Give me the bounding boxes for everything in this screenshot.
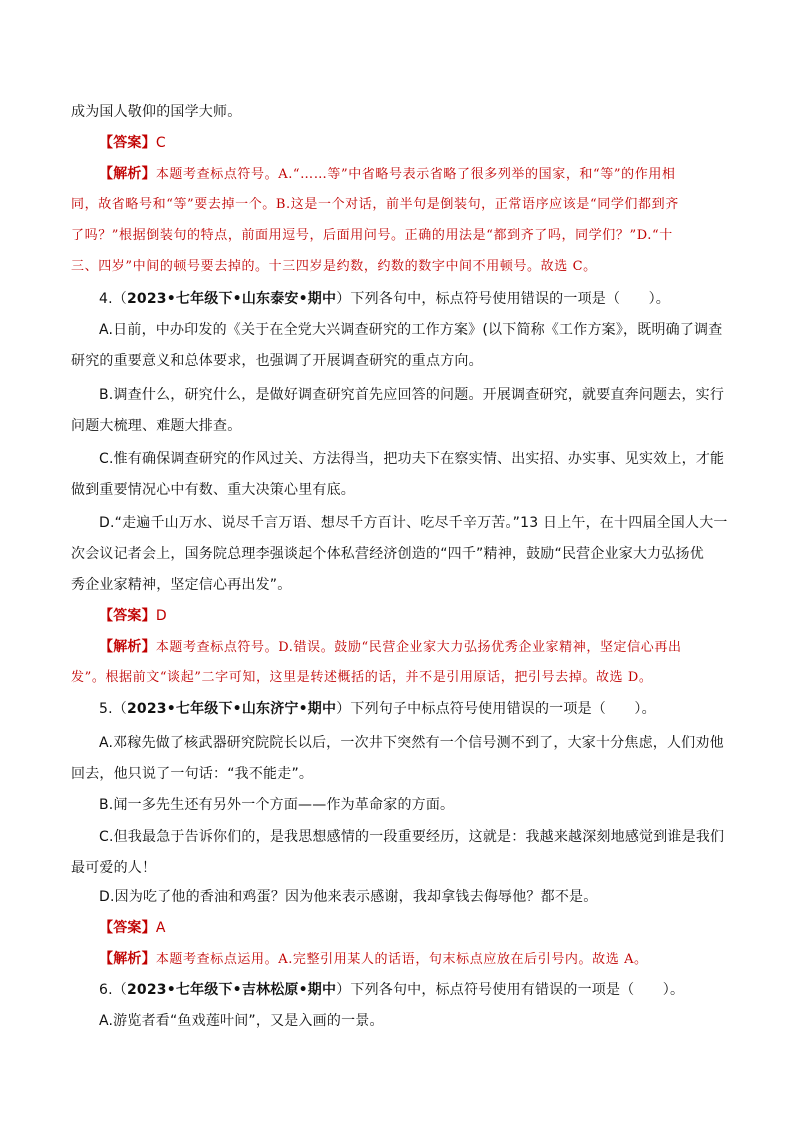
question-source: 2023•七年级下•山东济宁•期中 [126,701,337,717]
analysis-text: 本题考查标点符号。A.“……等”中省略号表示省略了很多列举的国家，和“等”的作用相 [155,167,676,182]
option-c-cont: 最可爱的人！ [71,860,157,876]
answer-label: 【答案】 [99,608,156,624]
answer-line [99,918,166,938]
answer-label: 【答案】 [99,135,156,151]
option-d-cont: 秀企业家精神，坚定信心再出发”。 [71,577,292,593]
option-d: D.“走遍千山万水、说尽千言万语、想尽千方百计、吃尽千辛万苦。”13 日上午，在十四届全国人大一 [99,515,728,531]
option-c-cont: 做到重要情况心中有数、重大决策心里有底。 [71,482,355,498]
option-b: B.闻一多先生还有另外一个方面——作为革命家的方面。 [99,797,455,813]
question-5-stem [99,699,656,719]
question-number: 5.（ [99,701,127,717]
analysis-line: 发”。根据前文“谈起”二字可知，这里是转述概括的话，并不是引用原话，把引号去掉。故选 D。 [71,670,653,685]
analysis-line [99,637,682,658]
answer-value: C [155,135,166,151]
answer-label: 【答案】 [99,920,156,936]
analysis-label: 【解析】 [99,951,156,967]
analysis-label: 【解析】 [99,166,156,182]
option-a: A.邓稼先做了核武器研究院院长以后，一次井下突然有一个信号测不到了，大家十分焦虑，人们劝他 [99,735,724,751]
answer-value: D [155,608,167,624]
question-text: ）下列句子中标点符号使用错误的一项是（ ）。 [336,701,656,717]
analysis-text: 本题考查标点符号。D.错误。鼓励“民营企业家大力弘扬优秀企业家精神，坚定信心再出 [155,640,682,655]
option-b: B.调查什么，研究什么，是做好调查研究首先应回答的问题。开展调查研究，就要直奔问题去，实行 [99,387,725,403]
option-b-cont: 问题大梳理、难题大排查。 [71,418,242,434]
option-a-cont: 研究的重要意义和总体要求，也强调了开展调查研究的重点方向。 [71,353,483,369]
analysis-line [99,949,648,970]
answer-line [99,133,166,153]
answer-value: A [155,920,166,936]
question-number: 6.（ [99,982,127,998]
analysis-label: 【解析】 [99,639,156,655]
analysis-line: 三、四岁”中间的顿号要去掉的。十三四岁是约数，约数的数字中间不用顿号。故选 C。 [71,259,597,274]
analysis-line: 了吗？”根据倒装句的特点，前面用逗号，后面用问号。正确的用法是“都到齐了吗，同学们？”D.“十 [71,228,673,243]
option-c: C.但我最急于告诉你们的，是我思想感情的一段重要经历，这就是：我越来越深刻地感觉到谁是我们 [99,829,725,845]
answer-line [99,606,167,626]
question-number: 4.（ [99,291,127,307]
question-6-stem [99,980,684,1000]
option-c: C.惟有确保调查研究的作风过关、方法得当，把功夫下在察实情、出实招、办实事、见实效上，才能 [99,451,725,467]
option-d-cont: 次会议记者会上，国务院总理李强谈起个体私营经济创造的“四千”精神，鼓励“民营企业家大力弘扬优 [71,546,704,562]
text-line: 成为国人敬仰的国学大师。 [71,104,242,120]
question-source: 2023•七年级下•山东泰安•期中 [126,291,337,307]
analysis-text: 本题考查标点运用。A.完整引用某人的话语，句末标点应放在后引号内。故选 A。 [155,952,648,967]
option-a-cont: 回去，他只说了一句话：“我不能走”。 [71,766,314,782]
question-4-stem [99,289,670,309]
question-text: ）下列各句中，标点符号使用有错误的一项是（ ）。 [336,982,685,998]
analysis-line: 同，故省略号和“等”要去掉一个。B.这是一个对话，前半句是倒装句，正常语序应该是“同学们都到齐 [71,197,679,212]
analysis-line [99,164,676,185]
option-a: A.日前，中办印发的《关于在全党大兴调查研究的工作方案》(以下简称《工作方案》，既明确了调查 [99,322,723,338]
question-source: 2023•七年级下•吉林松原•期中 [126,982,337,998]
option-a: A.游览者看“鱼戏莲叶间”，又是入画的一景。 [99,1013,384,1029]
question-text: ）下列各句中，标点符号使用错误的一项是（ ）。 [336,291,670,307]
option-d: D.因为吃了他的香油和鸡蛋？因为他来表示感谢，我却拿钱去侮辱他？都不是。 [99,889,598,905]
